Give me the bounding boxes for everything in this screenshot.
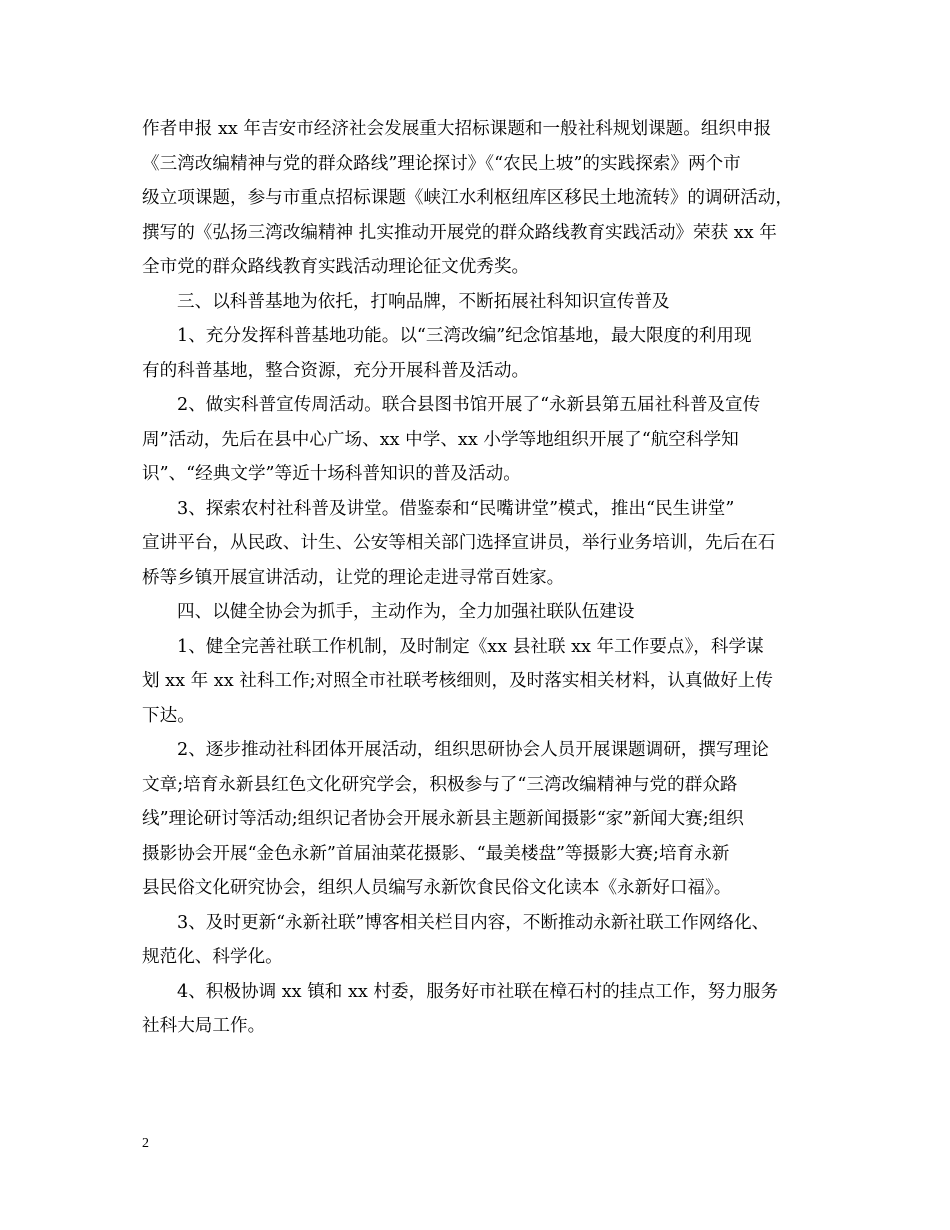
paragraph-line: 摄影协会开展“金色永新”首届油菜花摄影、“最美楼盘”等摄影大赛;培育永新 <box>142 843 730 864</box>
paragraph <box>142 112 832 285</box>
paragraph <box>142 906 832 975</box>
paragraph <box>142 388 832 492</box>
paragraph-line: 2、做实科普宣传周活动。联合县图书馆开展了“永新县第五届社科普及宣传 <box>177 395 761 415</box>
paragraph-line: 规范化、科学化。 <box>142 947 283 967</box>
paragraph <box>142 733 832 906</box>
paragraph-line: 识”、“经典文学”等近十场科普知识的普及活动。 <box>142 464 521 484</box>
paragraph-line: 作者申报 xx 年吉安市经济社会发展重大招标课题和一般社科规划课题。组织申报 <box>142 119 772 139</box>
paragraph-line: 2、逐步推动社科团体开展活动，组织思研协会人员开展课题调研，撰写理论 <box>177 740 769 760</box>
page-number: 2 <box>142 1136 149 1151</box>
paragraph-line: 三、以科普基地为依托，打响品牌，不断拓展社科知识宣传普及 <box>177 291 670 312</box>
paragraph-line: 四、以健全协会为抓手，主动作为，全力加强社联队伍建设 <box>177 602 635 622</box>
paragraph-line: 线”理论研讨等活动;组织记者协会开展永新县主题新闻摄影“家”新闻大赛;组织 <box>142 809 744 829</box>
paragraph-line: 1、健全完善社联工作机制，及时制定《xx 县社联 xx 年工作要点》，科学谋 <box>177 636 764 657</box>
paragraph-line: 4、积极协调 xx 镇和 xx 村委，服务好市社联在樟石村的挂点工作，努力服务 <box>177 981 779 1002</box>
paragraph <box>142 285 832 320</box>
paragraph-line: 社科大局工作。 <box>142 1016 266 1036</box>
paragraph-line: 有的科普基地，整合资源，充分开展科普及活动。 <box>142 360 530 381</box>
document-body <box>142 112 832 1044</box>
paragraph-line: 县民俗文化研究协会，组织人员编写永新饮食民俗文化读本《永新好口福》。 <box>142 878 732 898</box>
paragraph-line: 全市党的群众路线教育实践活动理论征文优秀奖。 <box>142 257 530 277</box>
paragraph-line: 文章;培育永新县红色文化研究学会，积极参与了“三湾改编精神与党的群众路 <box>142 774 738 795</box>
paragraph-line: 桥等乡镇开展宣讲活动，让党的理论走进寻常百姓家。 <box>142 567 565 588</box>
paragraph-line: 划 xx 年 xx 社科工作;对照全市社联考核细则，及时落实相关材料，认真做好上传 <box>142 671 773 691</box>
paragraph-line: 3、探索农村社科普及讲堂。借鉴泰和“民嘴讲堂”模式，推出“民生讲堂” <box>177 498 735 519</box>
paragraph-line: 3、及时更新“永新社联”博客相关栏目内容，不断推动永新社联工作网络化、 <box>177 912 770 933</box>
paragraph-line: 《三湾改编精神与党的群众路线”理论探讨》《“农民上坡”的实践探索》两个市 <box>142 153 741 174</box>
paragraph-line: 宣讲平台，从民政、计生、公安等相关部门选择宣讲员，举行业务培训，先后在石 <box>142 533 776 553</box>
paragraph-line: 级立项课题，参与市重点招标课题《峡江水利枢纽库区移民土地流转》的调研活动， <box>142 188 793 208</box>
paragraph <box>142 492 832 596</box>
paragraph <box>142 595 832 630</box>
paragraph <box>142 319 832 388</box>
paragraph-line: 撰写的《弘扬三湾改编精神 扎实推动开展党的群众路线教育实践活动》荣获 xx 年 <box>142 222 777 243</box>
paragraph <box>142 630 832 734</box>
paragraph-line: 1、充分发挥科普基地功能。以“三湾改编”纪念馆基地，最大限度的利用现 <box>177 326 752 346</box>
paragraph <box>142 975 832 1044</box>
paragraph-line: 下达。 <box>142 705 195 726</box>
paragraph-line: 周”活动，先后在县中心广场、xx 中学、xx 小学等地组织开展了“航空科学知 <box>142 429 739 450</box>
